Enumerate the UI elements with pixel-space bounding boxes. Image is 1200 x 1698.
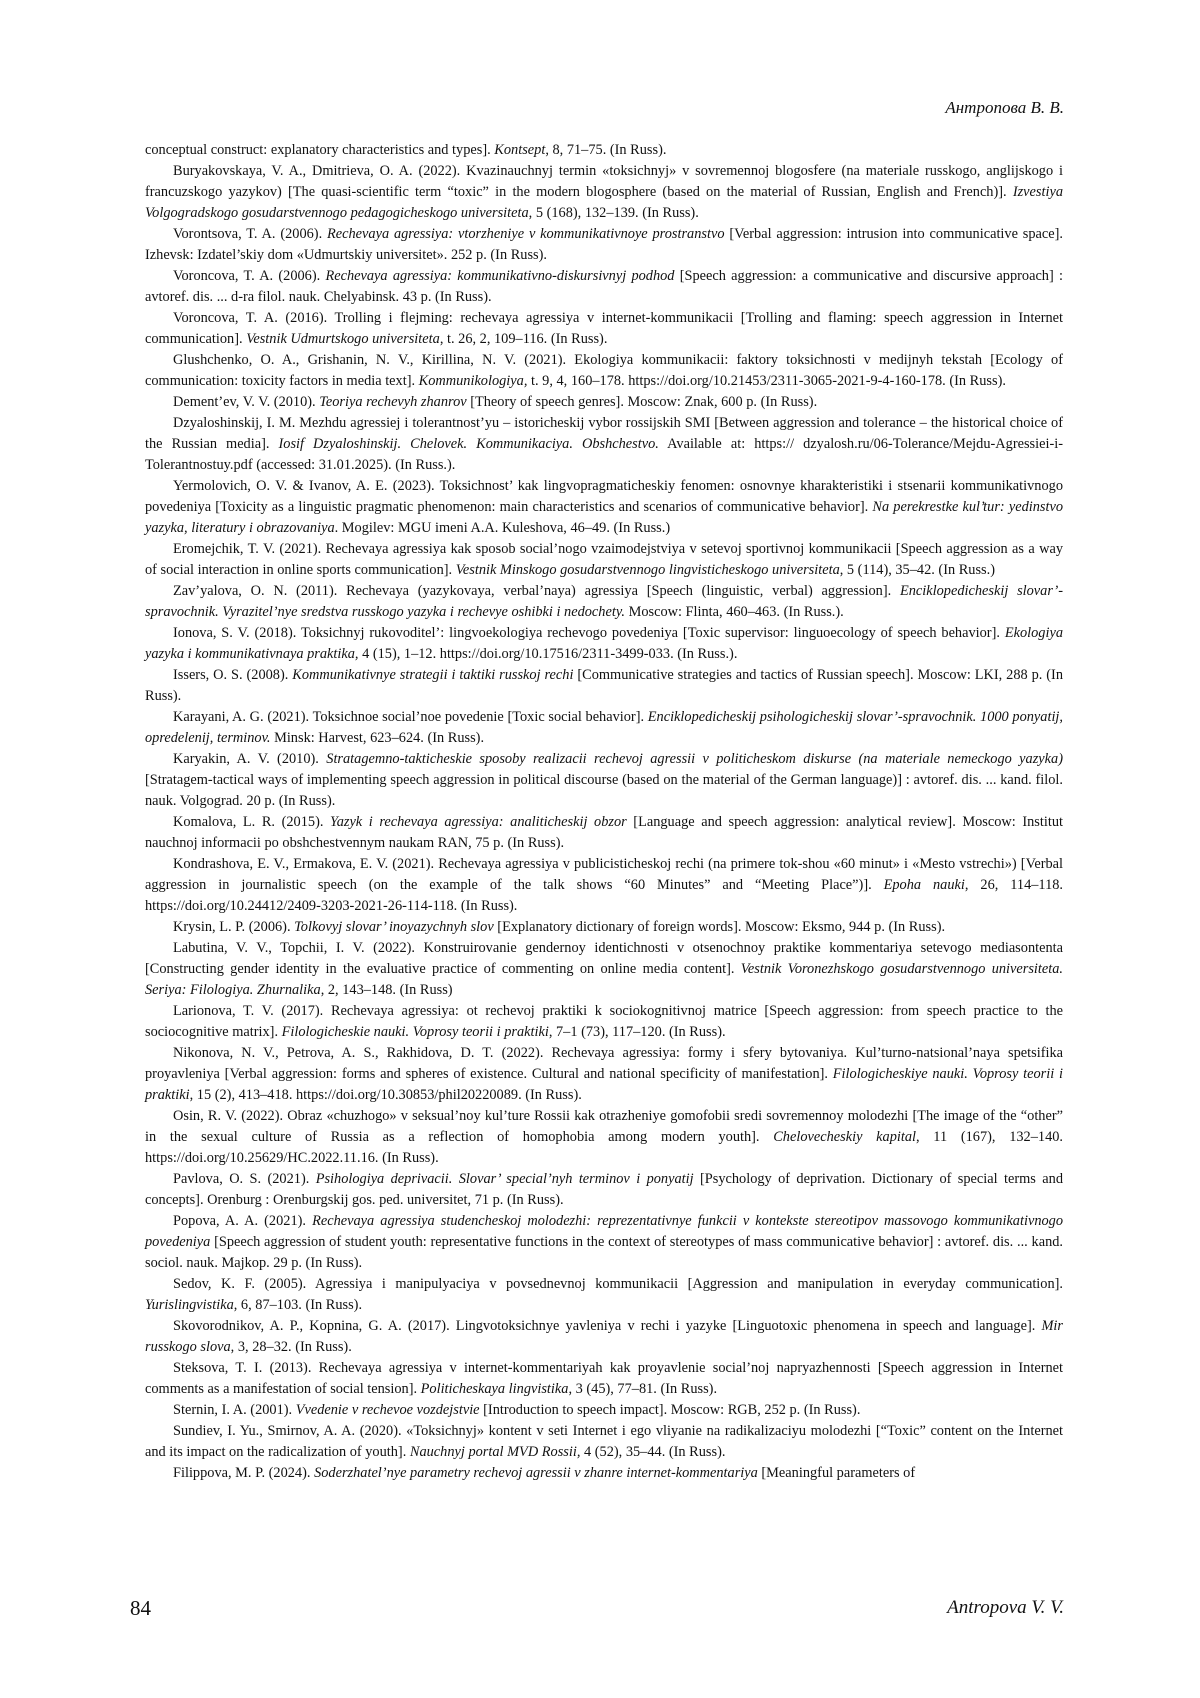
reference-text: . Mogilev: MGU imeni A.A. Kuleshova, 46–49. (In Russ.): [334, 520, 671, 536]
reference-source-title: Epoha nauki: [883, 877, 965, 893]
reference-source-title: Yurislingvistika: [145, 1297, 234, 1313]
reference-text: [Theory of speech genres]. Moscow: Znak, 600 p. (In Russ).: [466, 394, 818, 410]
reference-source-title: Mir russkogo slova: [145, 1318, 1063, 1355]
reference-text: Filippova, M. P. (2024).: [173, 1465, 315, 1481]
reference-text: , 2, 143–148. (In Russ): [320, 982, 453, 998]
reference-source-title: Chelovecheskiy kapital: [773, 1129, 916, 1145]
reference-list: [145, 140, 1063, 1484]
reference-source-title: Rechevaya agressiya: kommunikativno-diskursivnyj podhod: [325, 268, 675, 284]
reference-text: Minsk: Harvest, 623–624. (In Russ).: [270, 730, 485, 746]
reference-source-title: Rechevaya agressiya studencheskoj molodezhi: reprezentativnye funkcii v kontekste stereotipov massovogo kommunikativnogo povedeniya: [145, 1213, 1064, 1250]
reference-text: , 3 (45), 77–81. (In Russ).: [568, 1381, 718, 1397]
reference-text: Nikonova, N. V., Petrova, A. S., Rakhidova, D. T. (2022). Rechevaya agressiya: formy i sfery bytovaniya. Kul’turno-natsional’naya spetsifika proyavleniya [Verbal aggression: forms and spheres of existence. Cultural and national specificity of manifestation].: [145, 1045, 1063, 1082]
reference-text: [Speech aggression: a communicative and discursive approach] : avtoref. dis. ... d-ra filol. nauk. Chelyabinsk. 43 p. (In Russ).: [145, 268, 1063, 305]
reference-text: [Speech aggression of student youth: representative functions in the context of stereotypes of mass communicative behavior] : avtoref. dis. ... kand. sociol. nauk. Majkop. 29 p. (In Russ).: [145, 1234, 1063, 1271]
reference-source-title: Iosif Dzyaloshinskij. Chelovek. Kommunikaciya. Obshchestvo.: [278, 436, 659, 452]
reference-text: Dement’ev, V. V. (2010).: [173, 394, 320, 410]
reference-entry: [145, 392, 1063, 413]
reference-entry: [145, 308, 1063, 350]
reference-entry: [145, 938, 1063, 1001]
reference-text: Issers, O. S. (2008).: [173, 667, 293, 683]
reference-text: Vorontsova, T. A. (2006).: [173, 226, 327, 242]
reference-text: conceptual construct: explanatory characteristics and types].: [145, 142, 495, 158]
reference-source-title: Vestnik Udmurtskogo universiteta: [246, 331, 440, 347]
reference-text: Ionova, S. V. (2018). Toksichnyj rukovoditel’: lingvoekologiya rechevogo povedeniya [Toxic supervisor: linguoecology of speech behavior].: [173, 625, 1005, 641]
reference-text: Kondrashova, E. V., Ermakova, E. V. (2021). Rechevaya agressiya v publicisticheskoj rechi (na primere tok-shou «60 minut» i «Mesto vstrechi») [Verbal aggression in journalistic speech (on the example of the talk shows “60 Minutes” and “Meeting Place”)].: [145, 856, 1063, 893]
reference-source-title: Kontsept: [494, 142, 546, 158]
reference-text: [Explanatory dictionary of foreign words]. Moscow: Eksmo, 944 p. (In Russ).: [493, 919, 946, 935]
reference-text: Buryakovskaya, V. A., Dmitrieva, O. A. (2022). Kvazinauchnyj termin «toksichnyj» v sovremennoj blogosfere (na materiale russkogo, anglijskogo i francuzskogo yazykov) [The quasi-scientific term “toxic” in the modern blogosphere (based on the material of Russian, English and French)].: [145, 163, 1063, 200]
reference-entry: [145, 1211, 1063, 1274]
reference-entry: [145, 707, 1063, 749]
reference-source-title: Vestnik Voronezhskogo gosudarstvennogo universiteta. Seriya: Filologiya. Zhurnalika: [145, 961, 1064, 998]
reference-text: Krysin, L. P. (2006).: [173, 919, 295, 935]
reference-source-title: Na perekrestke kul’tur: yedinstvo yazyka, literatury i obrazovaniya: [145, 499, 1063, 536]
reference-text: [Communicative strategies and tactics of Russian speech]. Moscow: LKI, 288 p. (In Russ).: [145, 667, 1063, 704]
reference-text: Sternin, I. A. (2001).: [173, 1402, 296, 1418]
reference-source-title: Enciklopedicheskij psihologicheskij slovar’-spravochnik. 1000 ponyatij, opredelenij, terminov.: [145, 709, 1063, 746]
reference-entry: [145, 1400, 1063, 1421]
reference-entry: [145, 1043, 1063, 1106]
reference-text: Steksova, T. I. (2013). Rechevaya agressiya v internet-kommentariyah kak proyavlenie social’noj napryazhennosti [Speech aggression in Internet comments as a manifestation of social tension].: [145, 1360, 1063, 1397]
reference-entry: [145, 665, 1063, 707]
reference-source-title: Yazyk i rechevaya agressiya: analiticheskij obzor: [330, 814, 627, 830]
reference-entry: [145, 266, 1063, 308]
reference-entry: [145, 413, 1063, 476]
reference-source-title: Vestnik Minskogo gosudarstvennogo lingvisticheskogo universiteta: [455, 562, 840, 578]
reference-entry: [145, 1001, 1063, 1043]
reference-source-title: Kommunikativnye strategii i taktiki russkoj rechi: [292, 667, 574, 683]
reference-text: , 3, 28–32. (In Russ).: [230, 1339, 352, 1355]
reference-source-title: Filologicheskiye nauki. Voprosy teorii i praktiki: [145, 1066, 1063, 1103]
reference-source-title: Psihologiya deprivacii. Slovar’ special’nyh terminov i ponyatij: [315, 1171, 694, 1187]
reference-entry: [145, 350, 1063, 392]
reference-text: Karyakin, A. V. (2010).: [173, 751, 327, 767]
reference-entry: [145, 623, 1063, 665]
reference-text: , 5 (114), 35–42. (In Russ.): [839, 562, 995, 578]
reference-entry: [145, 539, 1063, 581]
reference-text: 4 (15), 1–12. https://doi.org/10.17516/2311-3499-033. (In Russ.).: [358, 646, 738, 662]
reference-source-title: Rechevaya agressiya: vtorzheniye v kommunikativnoye prostranstvo: [327, 226, 725, 242]
reference-entry: [145, 1169, 1063, 1211]
reference-entry: [145, 140, 1063, 161]
reference-entry: [145, 1463, 1063, 1484]
reference-text: Glushchenko, O. A., Grishanin, N. V., Kirillina, N. V. (2021). Ekologiya kommunikacii: faktory toksichnosti v medijnyh tekstah [Ecology of communication: toxicity factors in media text].: [145, 352, 1063, 389]
reference-source-title: Izvestiya Volgogradskogo gosudarstvennogo pedagogicheskogo universiteta: [145, 184, 1063, 221]
reference-text: [Psychology of deprivation. Dictionary of special terms and concepts]. Orenburg : Orenburgskij gos. ped. universitet, 71 p. (In Russ).: [145, 1171, 1063, 1208]
reference-text: Osin, R. V. (2022). Obraz «chuzhogo» v seksual’noy kul’ture Rossii kak otrazheniye gomofobii sredi sovremennoy molodezhi [The image of the “other” in the sexual culture of Russia as a reflection of homophobia among modern youth].: [145, 1108, 1063, 1145]
reference-entry: [145, 917, 1063, 938]
reference-text: Dzyaloshinskij, I. M. Mezhdu agressiej i tolerantnost’yu – istoricheskij vybor rossijskih SMI [Between aggression and tolerance – the historical choice of the Russian media].: [145, 415, 1063, 452]
reference-entry: [145, 476, 1063, 539]
reference-text: 4 (52), 35–44. (In Russ).: [580, 1444, 726, 1460]
reference-text: , 11 (167), 132–140. https://doi.org/10.25629/HC.2022.11.16. (In Russ).: [145, 1129, 1063, 1166]
reference-text: Zav’yalova, O. N. (2011). Rechevaya (yazykovaya, verbal’naya) agressiya [Speech (linguistic, verbal) aggression].: [173, 583, 900, 599]
reference-entry: [145, 1316, 1063, 1358]
reference-text: t. 9, 4, 160–178. https://doi.org/10.21453/2311-3065-2021-9-4-160-178. (In Russ).: [527, 373, 1006, 389]
reference-text: Komalova, L. R. (2015).: [173, 814, 331, 830]
reference-text: [Meaningful parameters of: [757, 1465, 916, 1481]
reference-entry: [145, 854, 1063, 917]
reference-text: Sedov, K. F. (2005). Agressiya i manipulyaciya v povsednevnoj kommunikacii [Aggression and manipulation in everyday communication].: [173, 1276, 1063, 1292]
reference-text: Yermolovich, O. V. & Ivanov, A. E. (2023). Toksichnost’ kak lingvopragmaticheskiy fenomen: osnovnye kharakteristiki i stsenarii kommunikativnogo povedeniya [Toxicity as a linguistic pragmatic phenomenon: main characteristics and scenarios of communicative behavior].: [145, 478, 1063, 515]
reference-text: Voroncova, T. A. (2016). Trolling i flejming: rechevaya agressiya v internet-kommunikacii [Trolling and flaming: speech aggression in Internet communication].: [145, 310, 1063, 347]
reference-text: Labutina, V. V., Topchii, I. V. (2022). Konstruirovanie gendernoy identichnosti v otsenochnoy praktike kommentariya setevogo mediasontenta [Constructing gender identity in the evaluative practice of commenting on online media content].: [145, 940, 1063, 977]
reference-source-title: Kommunikologiya,: [418, 373, 528, 389]
reference-text: [Stratagem-tactical ways of implementing speech aggression in political discourse (based on the material of the German language)] : avtoref. dis. ... kand. filol. nauk. Volgograd. 20 p. (In Russ).: [145, 772, 1063, 809]
reference-text: , 26, 114–118. https://doi.org/10.24412/2409-3203-2021-26-114-118. (In Russ).: [145, 877, 1063, 914]
reference-entry: [145, 161, 1063, 224]
reference-source-title: Soderzhatel’nye parametry rechevoj agressii v zhanre internet-kommentariya: [314, 1465, 758, 1481]
running-header: Антропова В. В.: [945, 98, 1064, 117]
reference-source-title: Ekologiya yazyka i kommunikativnaya praktika,: [145, 625, 1063, 662]
reference-entry: [145, 749, 1063, 812]
reference-source-title: Politicheskaya lingvistika: [420, 1381, 569, 1397]
reference-text: , 7–1 (73), 117–120. (In Russ).: [548, 1024, 726, 1040]
reference-entry: [145, 1274, 1063, 1316]
reference-text: Moscow: Flinta, 460–463. (In Russ.).: [624, 604, 844, 620]
reference-text: , 5 (168), 132–139. (In Russ).: [528, 205, 699, 221]
reference-entry: [145, 1106, 1063, 1169]
reference-entry: [145, 1421, 1063, 1463]
reference-source-title: Vvedenie v rechevoe vozdejstvie: [295, 1402, 480, 1418]
reference-entry: [145, 1358, 1063, 1400]
reference-text: Karayani, A. G. (2021). Toksichnoe social’noe povedenie [Toxic social behavior].: [173, 709, 648, 725]
reference-text: Available at: https:// dzyalosh.ru/06-Tolerance/Mejdu-Agressiei-i-Tolerantnostuy.pdf (accessed: 31.01.2025). (In Russ.).: [145, 436, 1063, 473]
reference-source-title: Filologicheskie nauki. Voprosy teorii i praktiki: [281, 1024, 549, 1040]
reference-entry: [145, 224, 1063, 266]
reference-source-title: Enciklopedicheskij slovar’-spravochnik. Vyrazitel’nye sredstva russkogo yazyka i rechevye oshibki i nedochety.: [145, 583, 1064, 620]
reference-text: Popova, A. A. (2021).: [173, 1213, 313, 1229]
reference-text: , 15 (2), 413–418. https://doi.org/10.30853/phil20220089. (In Russ).: [189, 1087, 582, 1103]
reference-source-title: Nauchnyj portal MVD Rossii,: [409, 1444, 581, 1460]
reference-text: , t. 26, 2, 109–116. (In Russ).: [439, 331, 608, 347]
reference-text: Skovorodnikov, A. P., Kopnina, G. A. (2017). Lingvotoksichnye yavleniya v rechi i yazyke [Linguotoxic phenomena in speech and language].: [173, 1318, 1042, 1334]
reference-entry: [145, 812, 1063, 854]
reference-text: [Introduction to speech impact]. Moscow: RGB, 252 p. (In Russ).: [479, 1402, 861, 1418]
page-number: 84: [130, 1596, 151, 1620]
reference-source-title: Stratagemno-takticheskie sposoby realizacii rechevoj agressii v politicheskom diskurse (na materiale nemeckogo yazyka): [326, 751, 1063, 767]
reference-source-title: Teoriya rechevyh zhanrov: [319, 394, 467, 410]
reference-text: [Language and speech aggression: analytical review]. Moscow: Institut nauchnoj informacii po obshchestvennym naukam RAN, 75 p. (In Russ).: [145, 814, 1063, 851]
footer-author: Antropova V. V.: [947, 1597, 1064, 1618]
reference-text: Eromejchik, T. V. (2021). Rechevaya agressiya kak sposob social’nogo vzaimodejstviya v setevoj sportivnoj kommunikacii [Speech aggression as a way of social interaction in online sports communication].: [145, 541, 1063, 578]
reference-text: , 8, 71–75. (In Russ).: [545, 142, 667, 158]
reference-text: Larionova, T. V. (2017). Rechevaya agressiya: ot rechevoj praktiki k sociokognitivnoj matrice [Speech aggression: from speech practice to the sociocognitive matrix].: [145, 1003, 1063, 1040]
reference-text: , 6, 87–103. (In Russ).: [233, 1297, 363, 1313]
reference-text: [Verbal aggression: intrusion into communicative space]. Izhevsk: Izdatel’skiy dom «Udmurtskiy universitet». 252 p. (In Russ).: [145, 226, 1064, 263]
reference-text: Sundiev, I. Yu., Smirnov, A. A. (2020). «Toksichnyj» kontent v seti Internet i ego vliyanie na radikalizaciyu molodezhi [“Toxic” content on the Internet and its impact on the radicalization of youth].: [145, 1423, 1063, 1460]
reference-text: Pavlova, O. S. (2021).: [173, 1171, 316, 1187]
reference-text: Voroncova, T. A. (2006).: [173, 268, 326, 284]
reference-entry: [145, 581, 1063, 623]
reference-source-title: Tolkovyj slovar’ inoyazychnyh slov: [294, 919, 494, 935]
